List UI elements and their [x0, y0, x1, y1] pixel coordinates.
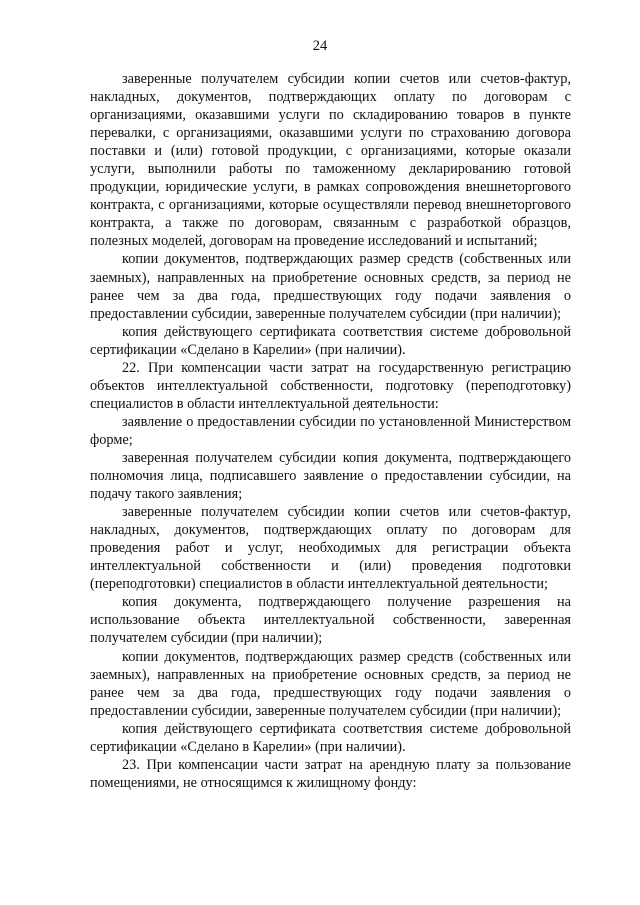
paragraph-item-22-heading: 22. При компенсации части затрат на государственную регистрацию объектов интеллектуальной собственности, подготовку (переподготовку) специалистов в области интеллектуальной деятельности:: [90, 359, 571, 412]
paragraph-ip-usage-permit: копия документа, подтверждающего получение разрешения на использование объекта интеллектуальной собственности, заверенная получателем субсидии (при наличии);: [90, 594, 571, 647]
document-body: [90, 70, 571, 792]
paragraph-invoices-ip-registration: заверенные получателем субсидии копии счетов или счетов-фактур, накладных, документов, подтверждающих оплату по договорам для проведения работ и услуг, необходимых для регистрации объекта интеллектуальной собственности и (или) проведения подготовки (переподготовки) специалистов в области интеллектуальной деятельности;: [90, 504, 571, 593]
paragraph-application-form: заявление о предоставлении субсидии по установленной Министерством форме;: [90, 413, 571, 448]
paragraph-fixed-assets-funds: копии документов, подтверждающих размер средств (собственных или заемных), направленных на приобретение основных средств, за период не ранее чем за два года, предшествующих году подачи заявления о предоставлении субсидии, заверенные получателем субсидии (при наличии);: [90, 251, 571, 322]
paragraph-fixed-assets-funds-2: копии документов, подтверждающих размер средств (собственных или заемных), направленных на приобретение основных средств, за период не ранее чем за два года, предшествующих году подачи заявления о предоставлении субсидии, заверенные получателем субсидии (при наличии);: [90, 648, 571, 719]
page-number: 24: [312, 38, 328, 54]
paragraph-authority-document: заверенная получателем субсидии копия документа, подтверждающего полномочия лица, подписавшего заявление о предоставлении субсидии, на подачу такого заявления;: [90, 449, 571, 503]
paragraph-certificate-karelia: копия действующего сертификата соответствия системе добровольной сертификации «Сделано в Карелии» (при наличии).: [90, 323, 571, 358]
paragraph-certificate-karelia-2: копия действующего сертификата соответствия системе добровольной сертификации «Сделано в Карелии» (при наличии).: [90, 720, 571, 755]
paragraph-invoices-export-services: заверенные получателем субсидии копии счетов или счетов-фактур, накладных, документов, подтверждающих оплату по договорам с организациями, оказавшими услуги по складированию товаров в пункте перевалки, с организациями, оказавшими услуги по страхованию договора поставки и (или) готовой продукции, с организациями, которые оказали услуги, выполнили работы по таможенному декларированию готовой продукции, юридические услуги, в рамках сопровождения внешнеторгового контракта, с организациями, которые осуществляли перевод внешнеторгового контракта, а также по договорам, связанным с разработкой образцов, полезных моделей, договорам на проведение исследований и испытаний;: [90, 71, 571, 250]
paragraph-item-23-heading: 23. При компенсации части затрат на арендную плату за пользование помещениями, не относящимся к жилищному фонду:: [90, 756, 571, 791]
